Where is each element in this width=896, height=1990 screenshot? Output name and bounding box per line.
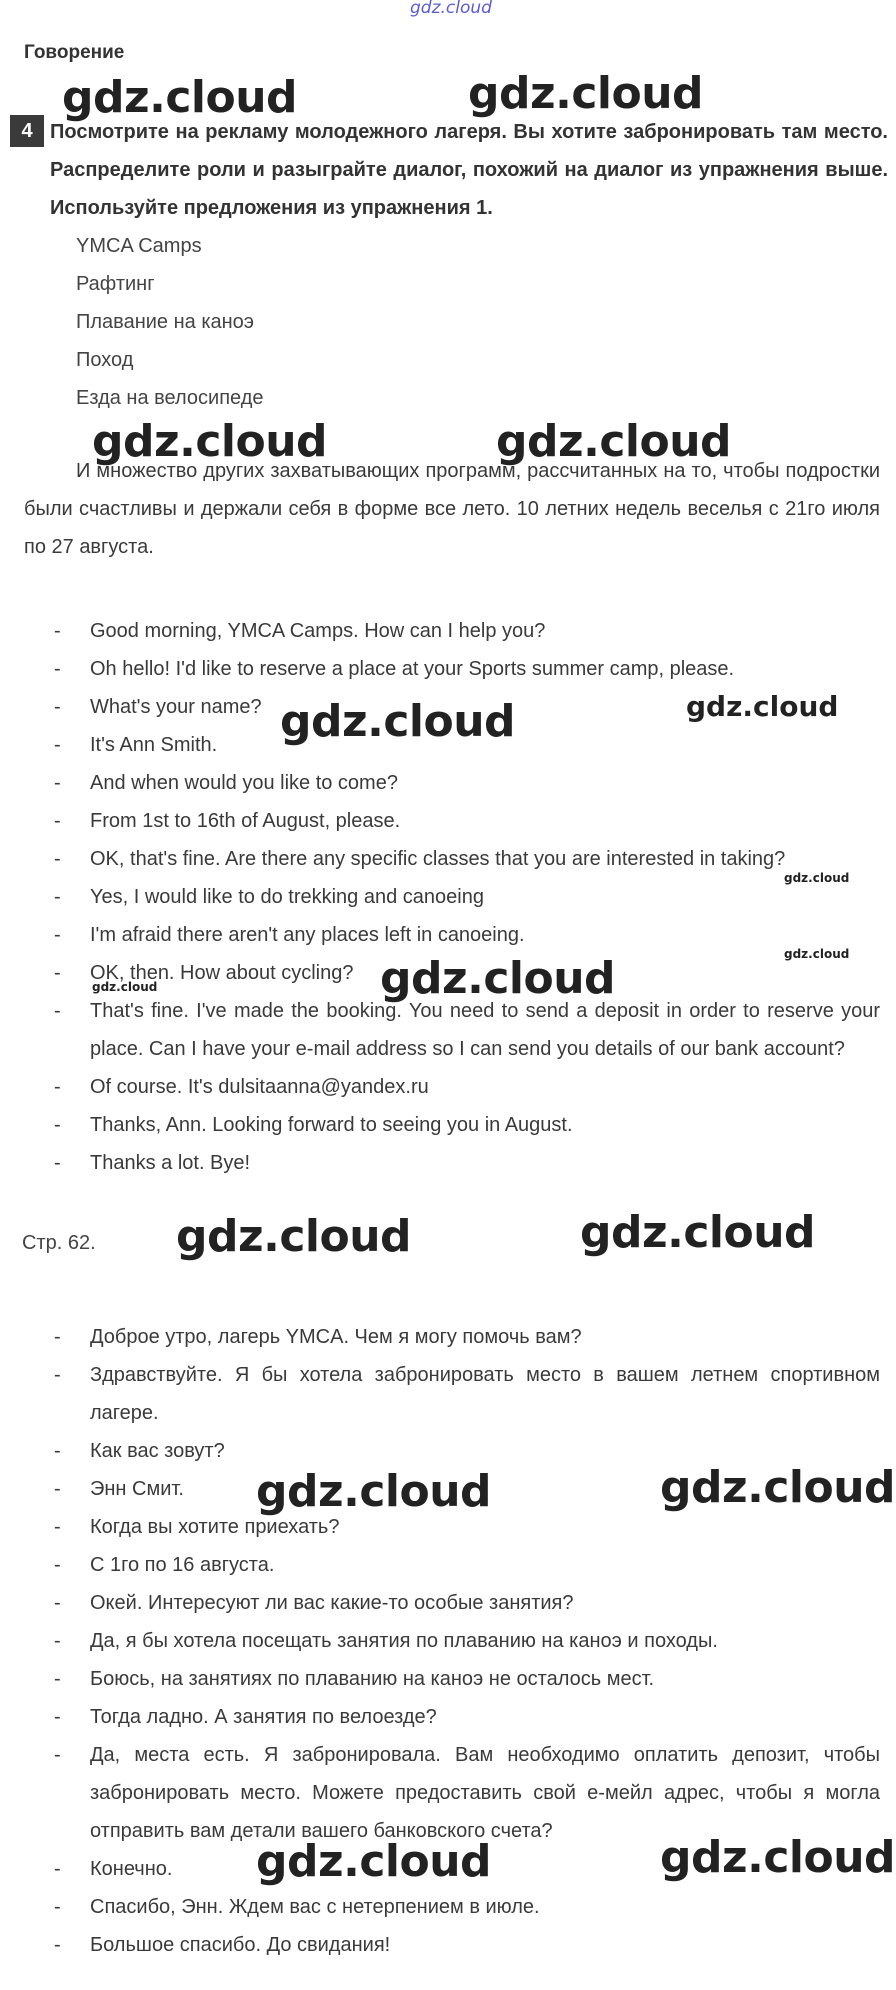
dialogue-line: - Большое спасибо. До свидания! [54,1926,880,1964]
dialogue-line: - Of course. It's dulsitaanna@yandex.ru [54,1068,880,1106]
dialogue-line: - Thanks, Ann. Looking forward to seeing you in August. [54,1106,880,1144]
dialogue-line: - Тогда ладно. А занятия по велоезде? [54,1698,880,1736]
dialogue-line: - I'm afraid there aren't any places left in canoeing. [54,916,880,954]
watermark: gdz.cloud [380,953,616,1004]
ad-list [76,227,264,417]
dialogue-line: - Здравствуйте. Я бы хотела забронировать место в вашем летнем спортивном лагере. [54,1356,880,1432]
watermark: gdz.cloud [62,72,298,123]
dialogue-line: - Спасибо, Энн. Ждем вас с нетерпением в июле. [54,1888,880,1926]
dialogue-line: - That's fine. I've made the booking. You need to send a deposit in order to reserve your place. Can I have your e-mail address so I can send you details of our bank account? [54,992,880,1068]
ad-item: Езда на велосипеде [76,387,264,409]
watermark: gdz.cloud [92,416,328,467]
dialogue-line: - Когда вы хотите приехать? [54,1508,880,1546]
watermark: gdz.cloud [280,696,516,747]
watermark: gdz.cloud [256,1466,492,1517]
dialogue-line: - Конечно. [54,1850,880,1888]
watermark: gdz.cloud [660,1832,896,1883]
dialogue-line: - Да, я бы хотела посещать занятия по плаванию на каноэ и походы. [54,1622,880,1660]
watermark: gdz.cloud [686,690,839,723]
dialogue-english [54,612,880,1182]
ad-item: YMCA Camps [76,235,202,257]
ad-paragraph-text: И множество других захватывающих программ, рассчитанных на то, чтобы подростки были счастливы и держали себя в форме все лето. 10 летних недель веселья с 21го июля по 27 августа. [24,460,880,558]
dialogue-line: - And when would you like to come? [54,764,880,802]
dialogue-line: - From 1st to 16th of August, please. [54,802,880,840]
watermark: gdz.cloud [660,1462,896,1513]
dialogue-line: - Yes, I would like to do trekking and canoeing [54,878,880,916]
dialogue-line: - What's your name? [54,688,880,726]
ad-paragraph [24,452,880,566]
watermark: gdz.cloud [256,1836,492,1887]
dialogue-line: - Как вас зовут? [54,1432,880,1470]
watermark: gdz.cloud [176,1211,412,1262]
dialogue-line: - Good morning, YMCA Camps. How can I help you? [54,612,880,650]
task-number: 4 [10,115,44,147]
dialogue-line: - OK, then. How about cycling? [54,954,880,992]
dialogue-line: - Oh hello! I'd like to reserve a place at your Sports summer camp, please. [54,650,880,688]
dialogue-line: - Энн Смит. [54,1470,880,1508]
task-text: Посмотрите на рекламу молодежного лагеря. Вы хотите забронировать там место. Распределите роли и разыграйте диалог, похожий на диалог из упражнения выше. Используйте предложения из упражнения 1. [50,121,888,219]
watermark: gdz.cloud [784,871,850,885]
dialogue-line: - Thanks a lot. Bye! [54,1144,880,1182]
page-reference: Стр. 62. [22,1232,96,1254]
dialogue-line: - OK, that's fine. Are there any specific classes that you are interested in taking? [54,840,880,878]
dialogue-line: - It's Ann Smith. [54,726,880,764]
dialogue-russian [54,1318,880,1964]
dialogue-line: - Доброе утро, лагерь YMCA. Чем я могу помочь вам? [54,1318,880,1356]
dialogue-line: - Боюсь, на занятиях по плаванию на каноэ не осталось мест. [54,1660,880,1698]
ad-item: Поход [76,349,134,371]
ad-item: Плавание на каноэ [76,311,254,333]
watermark: gdz.cloud [92,980,158,994]
ad-item: Рафтинг [76,273,155,295]
dialogue-line: - Да, места есть. Я забронировала. Вам необходимо оплатить депозит, чтобы забронировать место. Можете предоставить свой е-мейл адрес, чтобы я могла отправить вам детали вашего банковского счета? [54,1736,880,1850]
dialogue-line: - С 1го по 16 августа. [54,1546,880,1584]
watermark: gdz.cloud [496,416,732,467]
section-title: Говорение [24,42,125,63]
watermark: gdz.cloud [468,68,704,119]
watermark: gdz.cloud [580,1207,816,1258]
dialogue-line: - Окей. Интересуют ли вас какие-то особые занятия? [54,1584,880,1622]
watermark-top: gdz.cloud [410,0,492,18]
watermark: gdz.cloud [784,947,850,961]
